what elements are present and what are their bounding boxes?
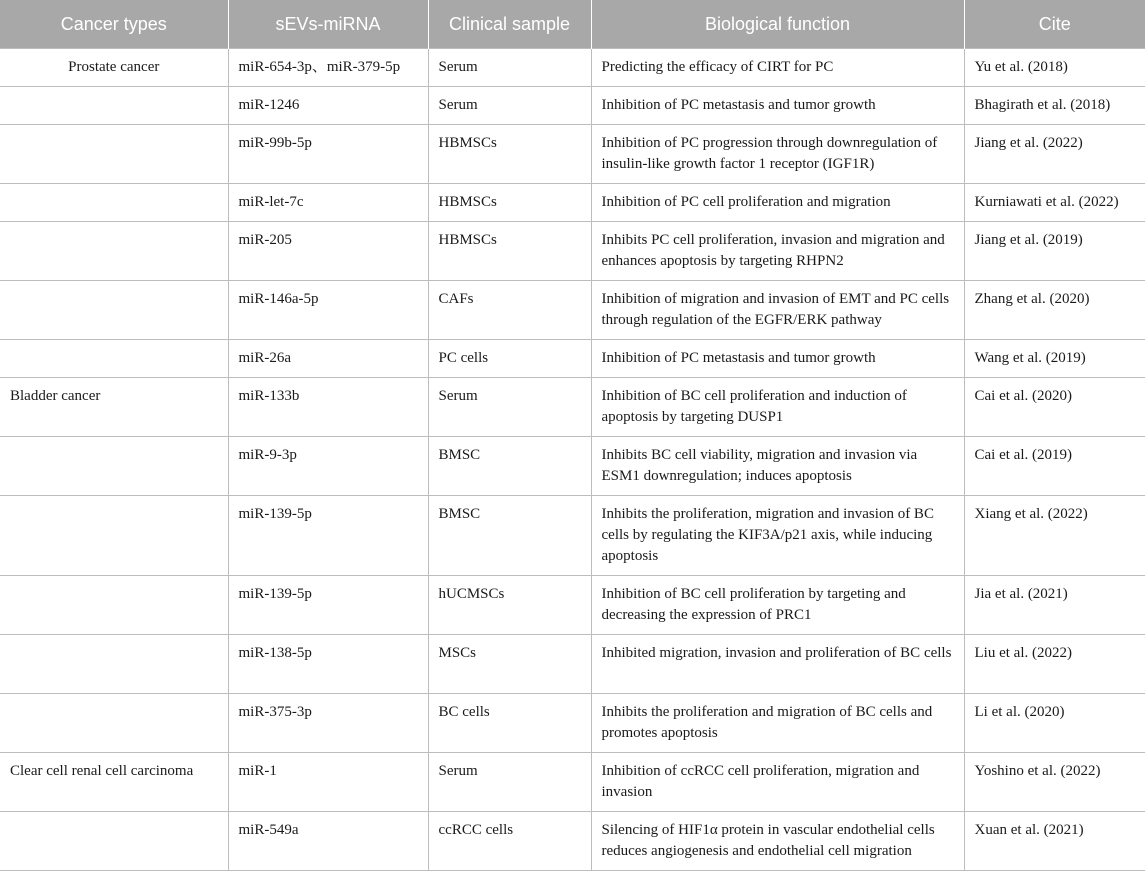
cite-cell: Bhagirath et al. (2018) (964, 87, 1145, 125)
function-cell: Inhibition of migration and invasion of EMT and PC cells through regulation of the EGFR/ERK pathway (591, 281, 964, 340)
table-row (0, 222, 1145, 281)
mirna-cell: miR-139-5p (228, 576, 428, 635)
sample-cell: ccRCC cells (428, 812, 591, 871)
function-cell: Inhibits PC cell proliferation, invasion and migration and enhances apoptosis by targeting RHPN2 (591, 222, 964, 281)
mirna-cell: miR-146a-5p (228, 281, 428, 340)
function-cell: Inhibition of PC metastasis and tumor growth (591, 87, 964, 125)
function-cell: Inhibition of PC cell proliferation and migration (591, 184, 964, 222)
function-cell: Inhibits the proliferation, migration and invasion of BC cells by regulating the KIF3A/p21 axis, while inducing apoptosis (591, 496, 964, 576)
sample-cell: HBMSCs (428, 125, 591, 184)
cite-cell: Li et al. (2020) (964, 694, 1145, 753)
sample-cell: Serum (428, 49, 591, 87)
cite-cell: Cai et al. (2020) (964, 378, 1145, 437)
cancer-type-cell (0, 576, 228, 635)
header-row (0, 0, 1145, 49)
function-cell: Predicting the efficacy of CIRT for PC (591, 49, 964, 87)
cite-cell: Xiang et al. (2022) (964, 496, 1145, 576)
mirna-cell: miR-133b (228, 378, 428, 437)
mirna-cell: miR-1 (228, 753, 428, 812)
cite-cell: Xuan et al. (2021) (964, 812, 1145, 871)
header-sevs-mirna: sEVs-miRNA (228, 0, 428, 49)
function-cell: Inhibition of ccRCC cell proliferation, migration and invasion (591, 753, 964, 812)
table-row (0, 184, 1145, 222)
cancer-type-cell (0, 340, 228, 378)
table-row (0, 576, 1145, 635)
header-clinical-sample: Clinical sample (428, 0, 591, 49)
cite-cell: Liu et al. (2022) (964, 635, 1145, 694)
sample-cell: HBMSCs (428, 184, 591, 222)
table-row (0, 812, 1145, 871)
table-row (0, 694, 1145, 753)
mirna-cell: miR-205 (228, 222, 428, 281)
cancer-type-cell (0, 184, 228, 222)
mirna-cell: miR-26a (228, 340, 428, 378)
cite-cell: Cai et al. (2019) (964, 437, 1145, 496)
mirna-cell: miR-549a (228, 812, 428, 871)
cite-cell: Yu et al. (2018) (964, 49, 1145, 87)
sample-cell: BMSC (428, 437, 591, 496)
sample-cell: hUCMSCs (428, 576, 591, 635)
cancer-type-cell (0, 496, 228, 576)
cite-cell: Jiang et al. (2019) (964, 222, 1145, 281)
cancer-type-cell: Bladder cancer (0, 378, 228, 437)
cancer-type-cell: Clear cell renal cell carcinoma (0, 753, 228, 812)
function-cell: Inhibited migration, invasion and proliferation of BC cells (591, 635, 964, 694)
function-cell: Silencing of HIF1α protein in vascular endothelial cells reduces angiogenesis and endothelial cell migration (591, 812, 964, 871)
cancer-type-cell (0, 281, 228, 340)
cancer-type-cell (0, 694, 228, 753)
sample-cell: CAFs (428, 281, 591, 340)
function-cell: Inhibition of BC cell proliferation and induction of apoptosis by targeting DUSP1 (591, 378, 964, 437)
table-row (0, 281, 1145, 340)
cancer-type-cell (0, 222, 228, 281)
sample-cell: Serum (428, 87, 591, 125)
mirna-cell: miR-654-3p、miR-379-5p (228, 49, 428, 87)
sample-cell: Serum (428, 753, 591, 812)
table-row (0, 635, 1145, 694)
cite-cell: Jiang et al. (2022) (964, 125, 1145, 184)
mirna-cell: miR-139-5p (228, 496, 428, 576)
table-row (0, 87, 1145, 125)
table-row (0, 496, 1145, 576)
function-cell: Inhibition of PC progression through downregulation of insulin-like growth factor 1 receptor (IGF1R) (591, 125, 964, 184)
cite-cell: Yoshino et al. (2022) (964, 753, 1145, 812)
mirna-cell: miR-1246 (228, 87, 428, 125)
table-row (0, 437, 1145, 496)
cancer-type-cell (0, 635, 228, 694)
table-header (0, 0, 1145, 49)
mirna-cell: miR-138-5p (228, 635, 428, 694)
cancer-type-cell (0, 437, 228, 496)
mirna-cell: miR-375-3p (228, 694, 428, 753)
mirna-cell: miR-99b-5p (228, 125, 428, 184)
sample-cell: BC cells (428, 694, 591, 753)
cite-cell: Zhang et al. (2020) (964, 281, 1145, 340)
table-row (0, 49, 1145, 87)
function-cell: Inhibition of PC metastasis and tumor growth (591, 340, 964, 378)
header-cite: Cite (964, 0, 1145, 49)
table-row (0, 125, 1145, 184)
function-cell: Inhibition of BC cell proliferation by targeting and decreasing the expression of PRC1 (591, 576, 964, 635)
cancer-type-cell (0, 87, 228, 125)
table-body (0, 49, 1145, 871)
sample-cell: PC cells (428, 340, 591, 378)
cancer-type-cell (0, 812, 228, 871)
table-row (0, 753, 1145, 812)
cancer-type-cell: Prostate cancer (0, 49, 228, 87)
sample-cell: Serum (428, 378, 591, 437)
sample-cell: HBMSCs (428, 222, 591, 281)
table-row (0, 340, 1145, 378)
mirna-cell: miR-let-7c (228, 184, 428, 222)
function-cell: Inhibits BC cell viability, migration and invasion via ESM1 downregulation; induces apoptosis (591, 437, 964, 496)
table-row (0, 378, 1145, 437)
header-biological-function: Biological function (591, 0, 964, 49)
cite-cell: Jia et al. (2021) (964, 576, 1145, 635)
sample-cell: BMSC (428, 496, 591, 576)
header-cancer-types: Cancer types (0, 0, 228, 49)
cite-cell: Kurniawati et al. (2022) (964, 184, 1145, 222)
mirna-cell: miR-9-3p (228, 437, 428, 496)
sample-cell: MSCs (428, 635, 591, 694)
cancer-type-cell (0, 125, 228, 184)
function-cell: Inhibits the proliferation and migration of BC cells and promotes apoptosis (591, 694, 964, 753)
cite-cell: Wang et al. (2019) (964, 340, 1145, 378)
